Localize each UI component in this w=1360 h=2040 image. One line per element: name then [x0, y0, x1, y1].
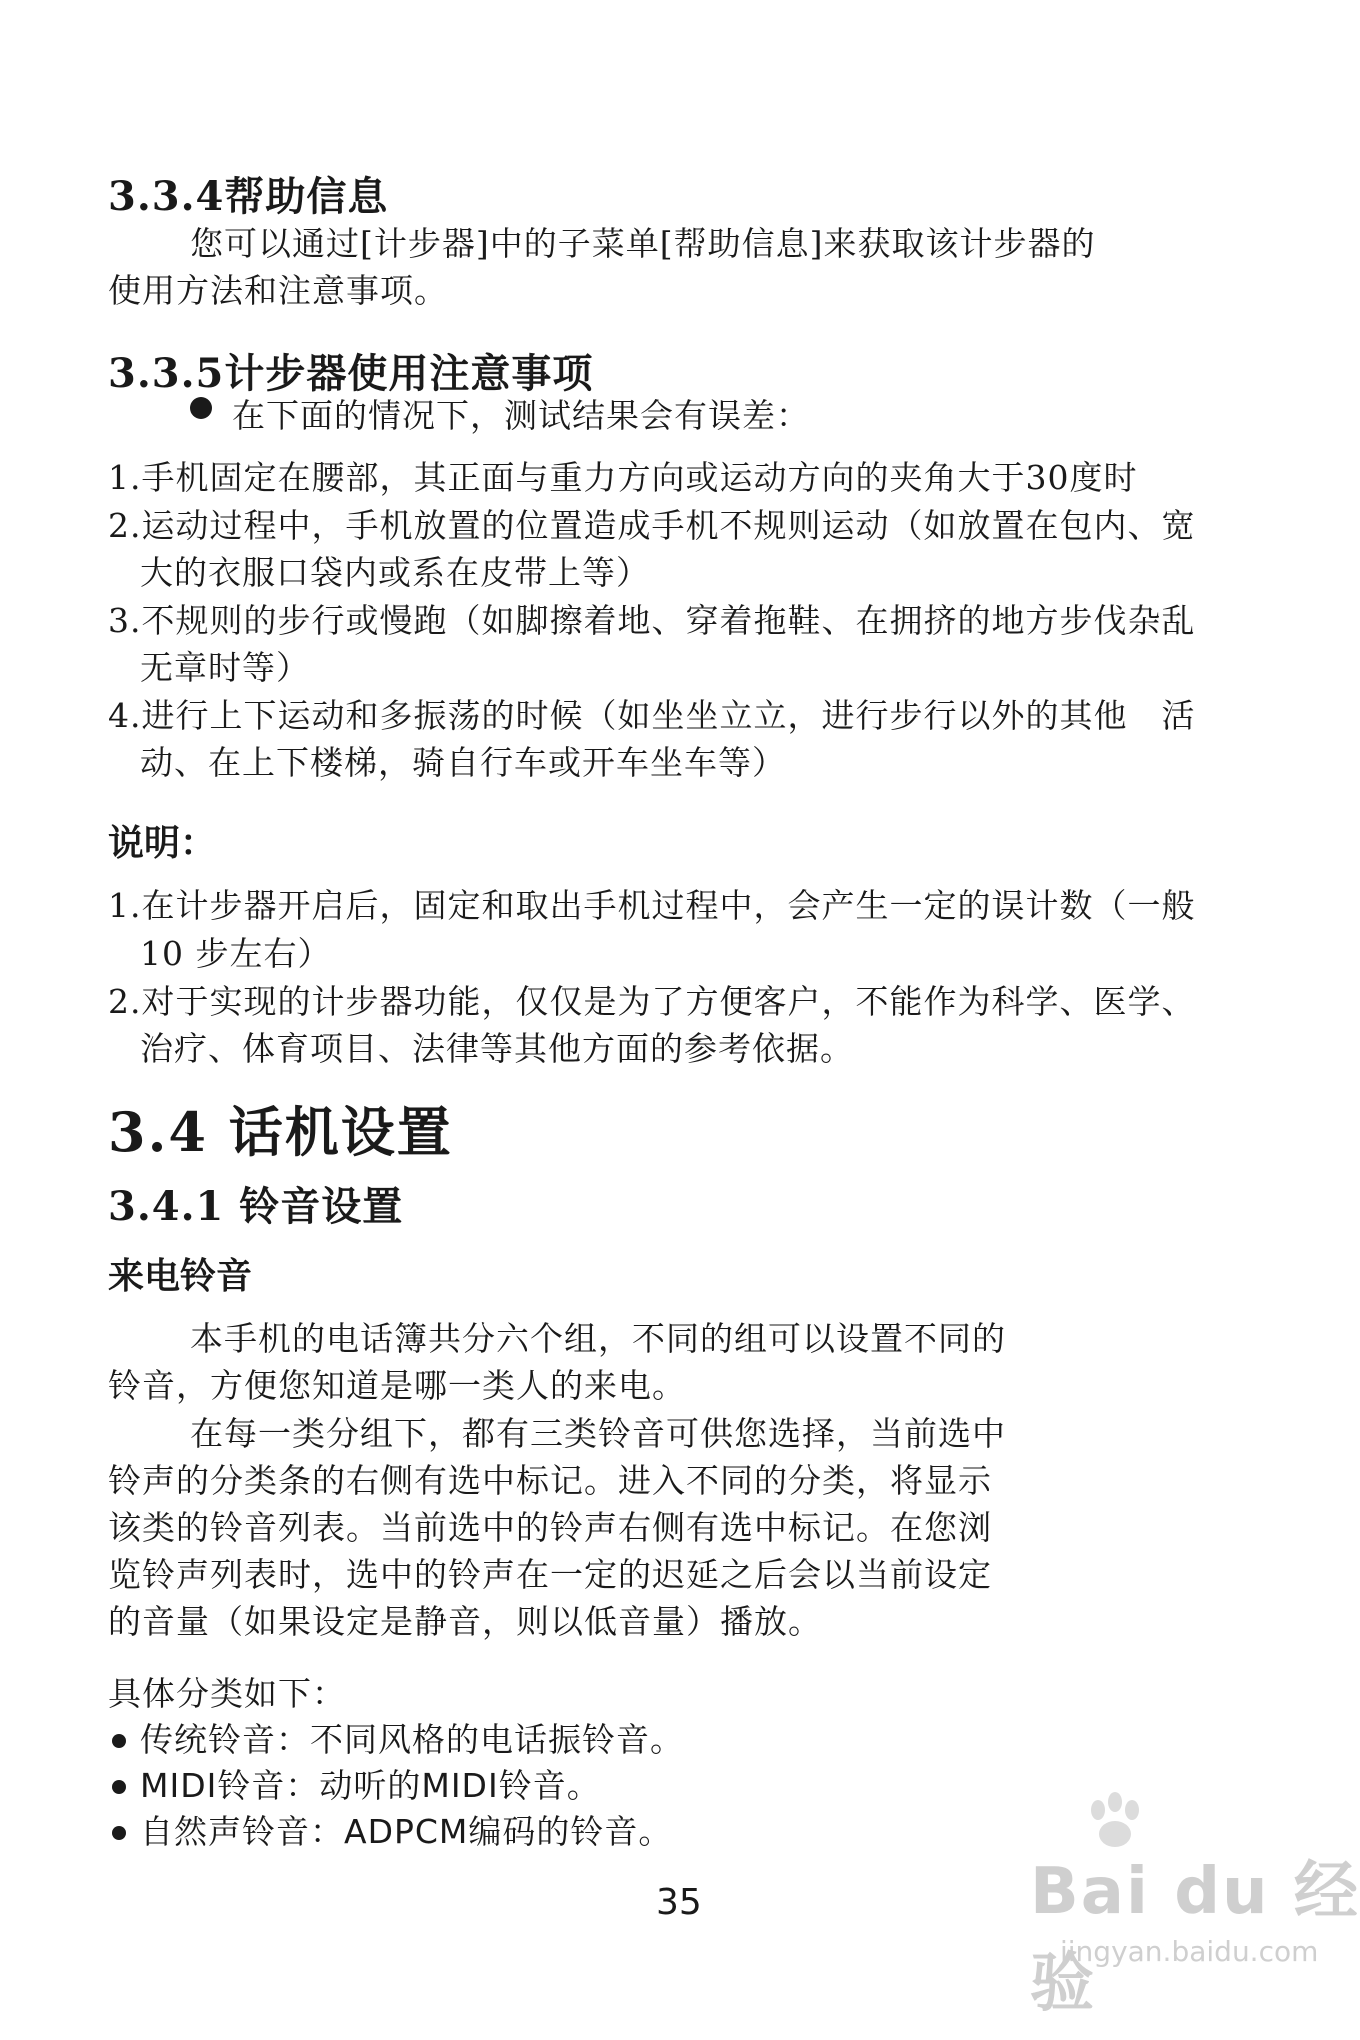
paragraph-line: 您可以通过[计步器]中的子菜单[帮助信息]来获取该计步器的 — [190, 224, 1096, 263]
list-item-continuation: 无章时等） — [140, 648, 310, 687]
paragraph-line: 的音量（如果设定是静音，则以低音量）播放。 — [108, 1602, 822, 1641]
category-item: 自然声铃音：ADPCM编码的铃音。 — [140, 1812, 673, 1851]
bullet-dot-icon — [112, 1776, 126, 1795]
note-item: 1.在计步器开启后，固定和取出手机过程中，会产生一定的误计数（一般 — [108, 886, 1196, 925]
section-heading-3-3-4: 3.3.4帮助信息 — [108, 173, 389, 220]
page-number: 35 — [656, 1882, 702, 1923]
section-heading-3-4: 3.4 话机设置 — [108, 1100, 453, 1164]
category-item: 传统铃音：不同风格的电话振铃音。 — [140, 1720, 684, 1759]
paragraph-line: 使用方法和注意事项。 — [108, 271, 448, 310]
list-item: 1.手机固定在腰部，其正面与重力方向或运动方向的夹角大于30度时 — [108, 458, 1138, 497]
bullet-text: 在下面的情况下，测试结果会有误差： — [232, 396, 810, 435]
paragraph-line: 该类的铃音列表。当前选中的铃声右侧有选中标记。在您浏 — [108, 1508, 992, 1547]
list-item: 3.不规则的步行或慢跑（如脚擦着地、穿着拖鞋、在拥挤的地方步伐杂乱 — [108, 601, 1196, 640]
list-item-continuation: 动、在上下楼梯，骑自行车或开车坐车等） — [140, 743, 786, 782]
note-item-continuation: 10 步左右） — [140, 934, 332, 973]
category-item: MIDI铃音：动听的MIDI铃音。 — [140, 1766, 601, 1805]
list-item: 2.运动过程中，手机放置的位置造成手机不规则运动（如放置在包内、宽 — [108, 506, 1196, 545]
paragraph-line: 铃声的分类条的右侧有选中标记。进入不同的分类，将显示 — [108, 1461, 992, 1500]
paragraph-line: 本手机的电话簿共分六个组，不同的组可以设置不同的 — [190, 1319, 1006, 1358]
paragraph-line: 览铃声列表时，选中的铃声在一定的迟延之后会以当前设定 — [108, 1555, 992, 1594]
bullet-dot-icon — [112, 1822, 126, 1841]
section-heading-3-4-1: 3.4.1 铃音设置 — [108, 1183, 404, 1230]
list-item: 4.进行上下运动和多振荡的时候（如坐坐立立，进行步行以外的其他 活 — [108, 696, 1196, 735]
bullet-dot-icon — [190, 397, 212, 419]
watermark-logo: Bai du 经验 — [1030, 1855, 1360, 2021]
paragraph-line: 在每一类分组下，都有三类铃音可供您选择，当前选中 — [190, 1414, 1006, 1453]
paragraph-line: 铃音，方便您知道是哪一类人的来电。 — [108, 1366, 686, 1405]
notes-heading: 说明： — [108, 822, 217, 864]
watermark-url: jingyan.baidu.com — [1060, 1935, 1319, 1968]
section-heading-3-3-5: 3.3.5计步器使用注意事项 — [108, 350, 594, 397]
list-intro: 具体分类如下： — [108, 1674, 346, 1713]
list-item-continuation: 大的衣服口袋内或系在皮带上等） — [140, 553, 650, 592]
note-item-continuation: 治疗、体育项目、法律等其他方面的参考依据。 — [140, 1029, 854, 1068]
subheading-incoming-ringtone: 来电铃音 — [108, 1255, 253, 1297]
note-item: 2.对于实现的计步器功能，仅仅是为了方便客户，不能作为科学、医学、 — [108, 982, 1196, 1021]
paw-icon — [1080, 1790, 1150, 1854]
bullet-dot-icon — [112, 1730, 126, 1749]
